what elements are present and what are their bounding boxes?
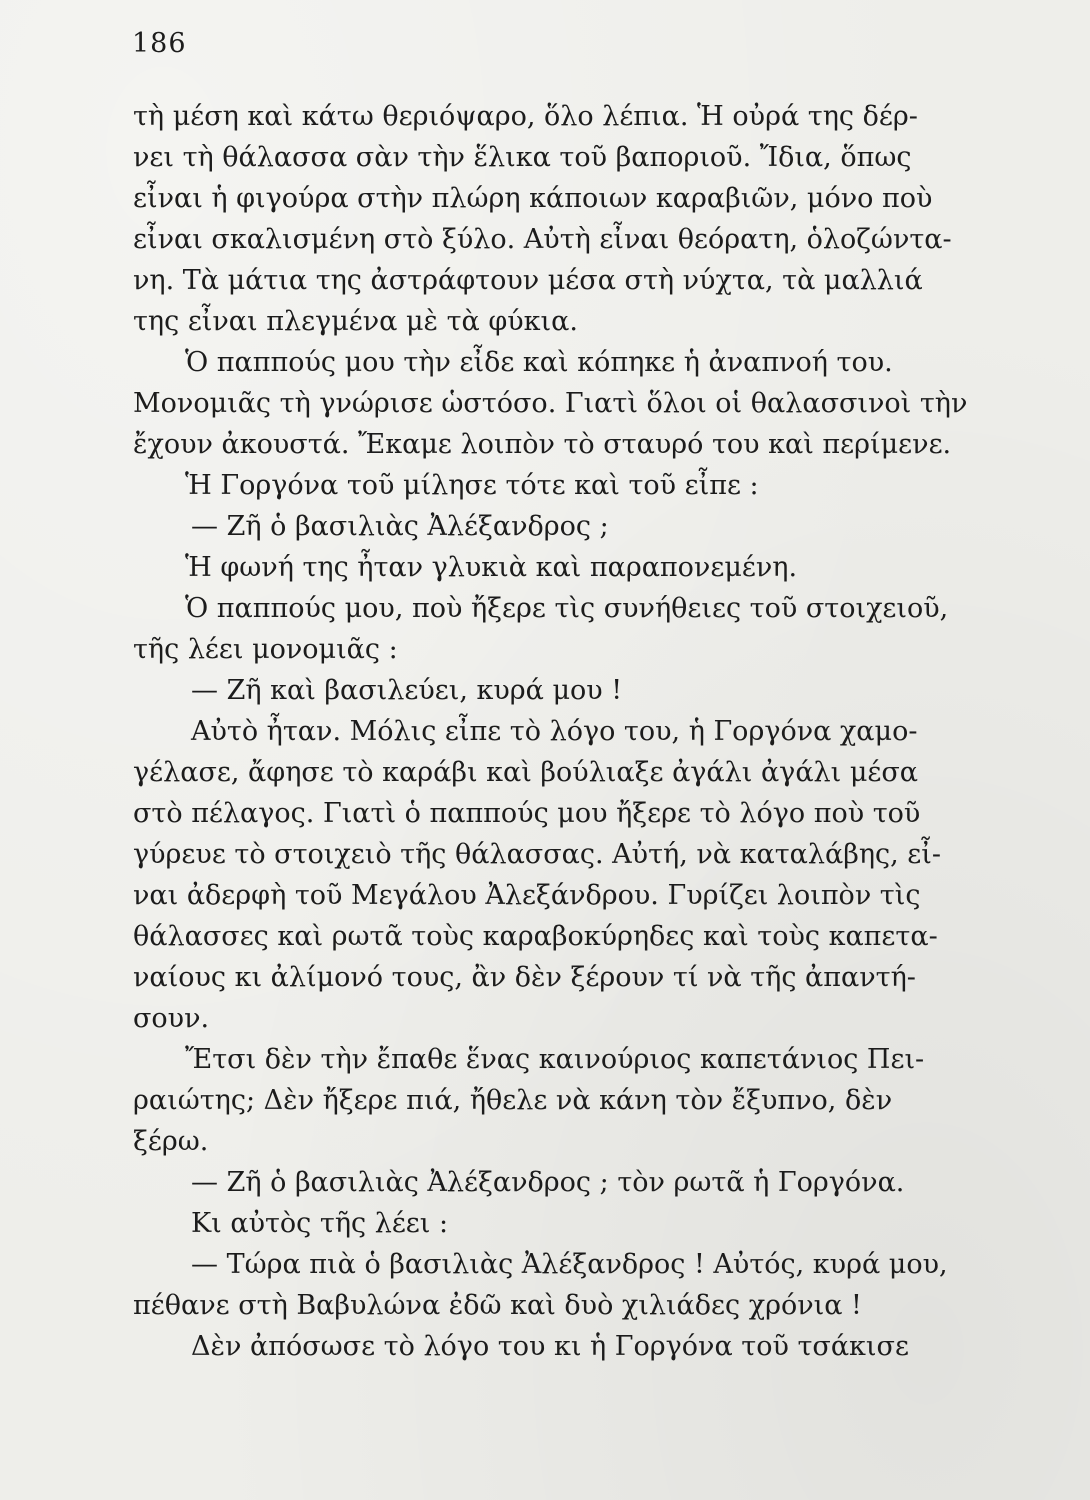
- text-line: Κι αὐτὸς τῆς λέει :: [191, 1208, 449, 1239]
- text-line: της εἶναι πλεγμένα μὲ τὰ φύκια.: [133, 306, 578, 337]
- text-line: Δὲν ἀπόσωσε τὸ λόγο του κι ἡ Γοργόνα τοῦ τσάκισε: [191, 1331, 909, 1362]
- text-line: τῆς λέει μονομιᾶς :: [133, 634, 398, 665]
- text-line: σουν.: [133, 1003, 210, 1034]
- text-line: Ἡ Γοργόνα τοῦ μίλησε τότε καὶ τοῦ εἶπε :: [185, 470, 759, 501]
- body-text: [133, 96, 990, 1367]
- text-line: Αὐτὸ ἦταν. Μόλις εἶπε τὸ λόγο του, ἡ Γοργόνα χαμο-: [191, 716, 918, 747]
- text-line: — Ζῆ ὁ βασιλιὰς Ἀλέξανδρος ;: [191, 511, 609, 542]
- text-line: ναίους κι ἀλίμονό τους, ἂν δὲν ξέρουν τί νὰ τῆς ἀπαντή-: [133, 962, 916, 993]
- text-line: ραιώτης; Δὲν ἤξερε πιά, ἤθελε νὰ κάνη τὸν ἔξυπνο, δὲν: [133, 1085, 893, 1116]
- text-line: εἶναι σκαλισμένη στὸ ξύλο. Αὐτὴ εἶναι θεόρατη, ὁλοζώντα-: [133, 224, 952, 255]
- text-line: τὴ μέση καὶ κάτω θεριόψαρο, ὅλο λέπια. Ἡ οὐρά της δέρ-: [133, 101, 918, 132]
- text-line: πέθανε στὴ Βαβυλώνα ἐδῶ καὶ δυὸ χιλιάδες χρόνια !: [133, 1290, 862, 1321]
- text-line: νη. Τὰ μάτια της ἀστράφτουν μέσα στὴ νύχτα, τὰ μαλλιά: [133, 265, 923, 296]
- text-line: στὸ πέλαγος. Γιατὶ ὁ παππούς μου ἤξερε τὸ λόγο ποὺ τοῦ: [133, 798, 921, 829]
- text-line: — Ζῆ καὶ βασιλεύει, κυρά μου !: [191, 675, 623, 706]
- text-line: θάλασσες καὶ ρωτᾶ τοὺς καραβοκύρηδες καὶ τοὺς καπετα-: [133, 921, 938, 952]
- text-line: — Ζῆ ὁ βασιλιὰς Ἀλέξανδρος ; τὸν ρωτᾶ ἡ Γοργόνα.: [191, 1167, 905, 1198]
- text-line: Μονομιᾶς τὴ γνώρισε ὡστόσο. Γιατὶ ὅλοι οἱ θαλασσινοὶ τὴν: [133, 388, 968, 419]
- text-line: — Τώρα πιὰ ὁ βασιλιὰς Ἀλέξανδρος ! Αὐτός, κυρά μου,: [191, 1249, 948, 1280]
- text-line: ξέρω.: [133, 1126, 209, 1157]
- text-line: ἔχουν ἀκουστά. Ἔκαμε λοιπὸν τὸ σταυρό του καὶ περίμενε.: [133, 429, 952, 460]
- text-line: Ἔτσι δὲν τὴν ἔπαθε ἕνας καινούριος καπετάνιος Πει-: [185, 1044, 925, 1075]
- text-line: Ὁ παππούς μου, ποὺ ἤξερε τὶς συνήθειες τοῦ στοιχειοῦ,: [185, 593, 949, 624]
- text-line: Ἡ φωνή της ἦταν γλυκιὰ καὶ παραπονεμένη.: [185, 552, 798, 583]
- text-line: νει τὴ θάλασσα σὰν τὴν ἕλικα τοῦ βαποριοῦ. Ἴδια, ὅπως: [133, 142, 912, 173]
- text-line: ναι ἀδερφὴ τοῦ Μεγάλου Ἀλεξάνδρου. Γυρίζει λοιπὸν τὶς: [133, 880, 921, 911]
- text-line: γύρευε τὸ στοιχειὸ τῆς θάλασσας. Αὐτή, νὰ καταλάβης, εἶ-: [133, 839, 941, 870]
- text-line: γέλασε, ἄφησε τὸ καράβι καὶ βούλιαξε ἀγάλι ἀγάλι μέσα: [133, 757, 919, 788]
- page-number: 186: [132, 28, 187, 59]
- text-line: εἶναι ἡ φιγούρα στὴν πλώρη κάποιων καραβιῶν, μόνο ποὺ: [133, 183, 933, 214]
- text-line: Ὁ παππούς μου τὴν εἶδε καὶ κόπηκε ἡ ἀναπνοή του.: [185, 347, 893, 378]
